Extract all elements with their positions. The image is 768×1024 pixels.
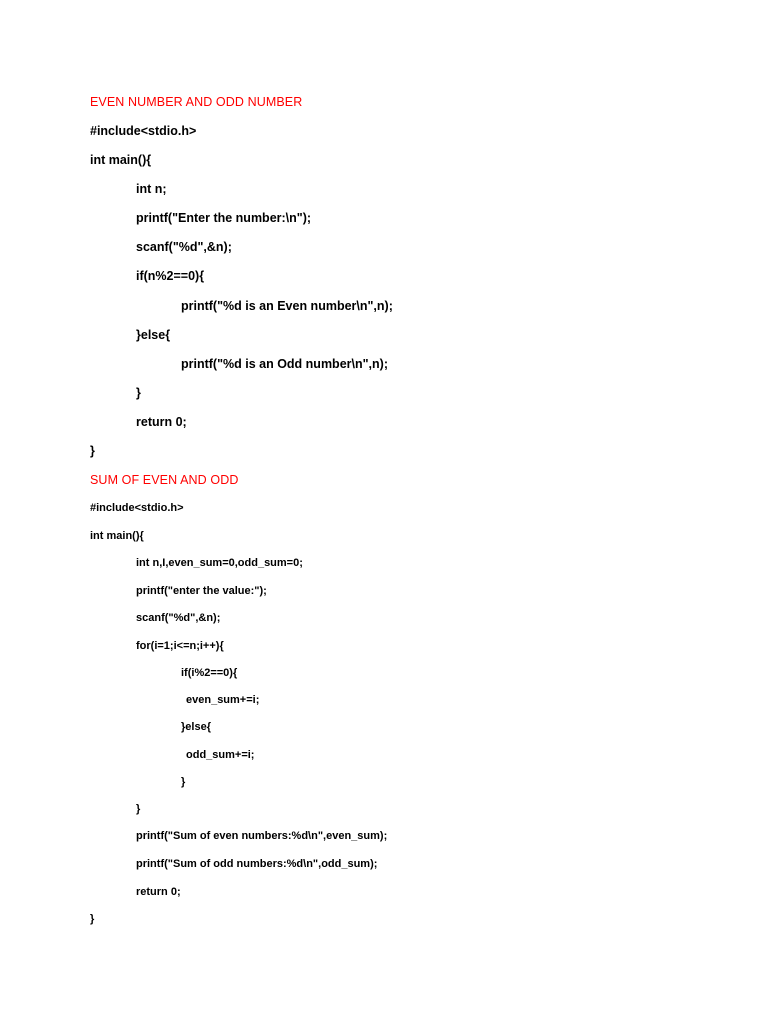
code-line: return 0; <box>136 886 181 898</box>
code-line: #include<stdio.h> <box>90 502 184 514</box>
code-line: return 0; <box>136 415 187 429</box>
code-line: if(n%2==0){ <box>136 269 205 283</box>
section-heading: SUM OF EVEN AND ODD <box>90 473 239 487</box>
code-line: printf("Sum of even numbers:%d\n",even_sum); <box>136 830 388 842</box>
code-line: #include<stdio.h> <box>90 124 197 138</box>
code-line: for(i=1;i<=n;i++){ <box>136 640 224 652</box>
code-line: printf("%d is an Even number\n",n); <box>181 299 393 313</box>
section-heading: EVEN NUMBER AND ODD NUMBER <box>90 95 303 109</box>
code-line: if(i%2==0){ <box>181 667 238 679</box>
code-line: } <box>90 913 95 925</box>
code-line: even_sum+=i; <box>186 694 260 706</box>
code-line: scanf("%d",&n); <box>136 612 221 624</box>
code-line: printf("Enter the number:\n"); <box>136 211 312 225</box>
code-line: } <box>90 444 95 458</box>
code-line: int main(){ <box>90 153 152 167</box>
code-line: int main(){ <box>90 530 144 542</box>
code-line: } <box>181 776 186 788</box>
code-line: } <box>136 386 141 400</box>
code-line: }else{ <box>136 328 171 342</box>
code-line: int n,I,even_sum=0,odd_sum=0; <box>136 557 303 569</box>
code-line: printf("%d is an Odd number\n",n); <box>181 357 388 371</box>
code-line: } <box>136 803 141 815</box>
code-line: scanf("%d",&n); <box>136 240 232 254</box>
code-line: printf("Sum of odd numbers:%d\n",odd_sum); <box>136 858 378 870</box>
code-line: printf("enter the value:"); <box>136 585 267 597</box>
code-line: int n; <box>136 182 167 196</box>
code-line: odd_sum+=i; <box>186 749 255 761</box>
code-line: }else{ <box>181 721 211 733</box>
